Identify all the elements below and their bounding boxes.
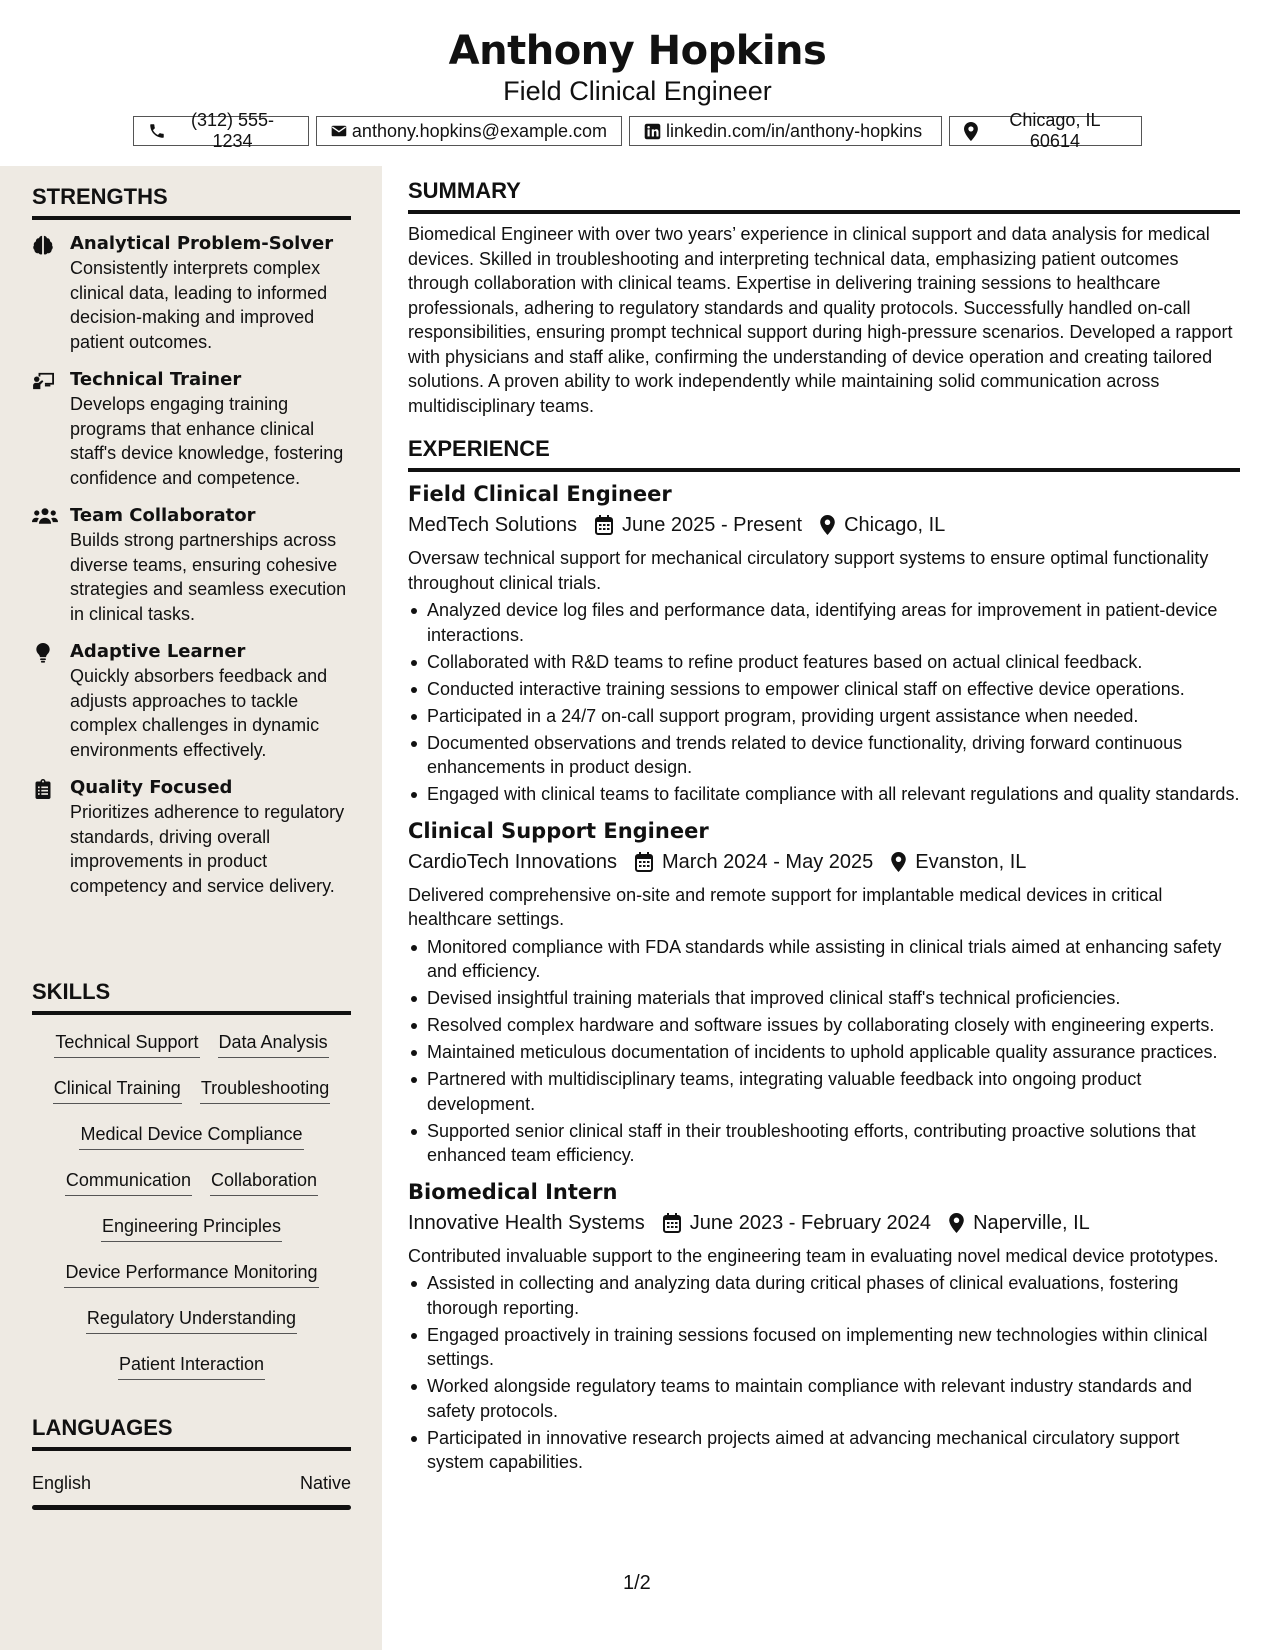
job-dates [663,1208,931,1238]
job-description: Oversaw technical support for mechanical circulatory support systems to ensure optimal functionality throughout clinical trials. [408,548,1209,593]
strength-title: Quality Focused [70,777,233,798]
contact-linkedin-text: linkedin.com/in/anthony-hopkins [666,120,923,141]
strength-item [32,232,351,354]
job-bullet: Resolved complex hardware and software issues by collaborating closely with engineering experts. [408,1013,1240,1038]
job-entry [408,480,1240,807]
skill-tag: Medical Device Compliance [79,1121,303,1150]
section-divider [32,1011,351,1015]
skill-tag: Collaboration [210,1167,318,1196]
job-entry [408,1178,1240,1475]
job-location [949,1208,1090,1238]
calendar-icon [595,515,613,535]
skill-tag: Regulatory Understanding [86,1305,297,1334]
calendar-icon [663,1213,681,1233]
job-dates-text: June 2025 - Present [621,514,803,536]
page-number: 1/2 [623,1572,651,1594]
chalkboard-teacher-icon [32,371,56,391]
job-bullet: Documented observations and trends related to device functionality, driving forward continuous enhancements in product design. [408,731,1240,780]
section-divider [32,216,351,220]
skills-list [32,1029,351,1397]
experience-section [408,436,1240,1475]
job-company [408,510,577,540]
strengths-title: STRENGTHS [32,184,168,209]
job-company-text: CardioTech Innovations [408,850,618,873]
language-level: Native [299,1473,351,1493]
clipboard-list-icon [35,779,51,799]
contact-bar [0,110,1275,151]
job-title: Field Clinical Engineer [408,482,672,506]
summary-text: Biomedical Engineer with over two years’ experience in clinical support and data analysis for medical devices. Skilled in troubleshooting and interpreting technical data, emphasizing patient outcomes through collaboration with clinical teams. Expertise in delivering training sessions to healthcare professionals, adhering to regulatory standards and quality protocols. Successfully handled on-call responsibilities, ensuring prompt technical support during high-pressure scenarios. Developed a rapport with physicians and staff alike, confirming the understanding of device operation and creating tailored solutions. A proven ability to work independently while maintaining solid communication across multidisciplinary teams. [408,224,1233,416]
skill-tag: Device Performance Monitoring [64,1259,318,1288]
job-bullets [408,598,1240,807]
job-location-text: Evanston, IL [915,850,1027,873]
job-bullet: Partnered with multidisciplinary teams, integrating valuable feedback into ongoing product development. [408,1067,1240,1116]
location-pin-icon [891,852,906,872]
contact-email[interactable] [316,116,622,146]
skill-tag: Technical Support [54,1029,199,1058]
contact-email-text: anthony.hopkins@example.com [351,120,607,141]
job-bullet: Analyzed device log files and performance data, identifying areas for improvement in patient-device interactions. [408,598,1240,647]
candidate-title: Field Clinical Engineer [503,76,772,106]
summary-section [408,178,1240,418]
languages-title: LANGUAGES [32,1415,173,1440]
job-bullet: Conducted interactive training sessions to empower clinical staff on effective device operations. [408,677,1240,702]
skill-tag: Patient Interaction [118,1351,265,1380]
language-name: English [32,1473,92,1493]
job-company [408,847,617,877]
location-pin-icon [820,515,835,535]
job-location [820,510,945,540]
job-dates-text: June 2023 - February 2024 [689,1211,932,1234]
skill-tag: Troubleshooting [200,1075,330,1104]
job-location-text: Naperville, IL [973,1211,1090,1234]
strength-desc: Develops engaging training programs that enhance clinical staff's device knowledge, fostering confidence and competence. [70,394,344,488]
lightbulb-icon [36,643,50,663]
calendar-icon [635,852,653,872]
sidebar [0,166,382,1650]
envelope-icon [331,123,347,139]
phone-icon [148,122,166,140]
skills-title: SKILLS [32,979,111,1004]
contact-linkedin[interactable] [629,116,942,146]
job-title: Biomedical Intern [408,1179,618,1204]
users-icon [32,507,58,525]
job-bullet: Collaborated with R&D teams to refine product features based on actual clinical feedback. [408,650,1240,675]
strength-desc: Quickly absorbers feedback and adjusts approaches to tackle complex challenges in dynamic environments effectively. [70,666,328,760]
strength-desc: Prioritizes adherence to regulatory standards, driving overall improvements in product competency and service delivery. [70,802,345,896]
job-meta [408,847,1240,877]
section-divider [32,1447,351,1451]
job-location-text: Chicago, IL [844,514,946,536]
job-bullets [408,1271,1240,1475]
strength-title: Adaptive Learner [70,641,246,662]
job-bullet: Participated in innovative research projects aimed at advancing mechanical circulatory support system capabilities. [408,1426,1240,1475]
strength-title: Team Collaborator [70,505,256,526]
strength-desc: Builds strong partnerships across diverse teams, ensuring cohesive strategies and seamless execution in clinical tasks. [70,530,347,624]
section-divider [408,468,1240,472]
strengths-section [32,184,351,898]
skill-tag: Clinical Training [53,1075,182,1104]
location-pin-icon [964,122,978,141]
job-bullets [408,935,1240,1168]
job-company-text: MedTech Solutions [408,514,577,536]
job-dates-text: March 2024 - May 2025 [662,850,874,873]
contact-location [949,110,1142,151]
job-dates [595,510,802,540]
job-bullet: Engaged proactively in training sessions focused on implementing new technologies within clinical settings. [408,1323,1240,1372]
skill-tag: Data Analysis [218,1029,329,1058]
resume-header [0,0,1275,151]
skill-tag: Communication [65,1167,192,1196]
job-bullet: Maintained meticulous documentation of incidents to uphold applicable quality assurance practices. [408,1040,1240,1065]
strength-item [32,504,351,626]
candidate-name: Anthony Hopkins [448,28,827,74]
job-bullet: Participated in a 24/7 on-call support program, providing urgent assistance when needed. [408,704,1240,729]
strength-title: Analytical Problem-Solver [70,233,334,254]
job-location [891,847,1026,877]
job-title: Clinical Support Engineer [408,818,709,843]
job-bullet: Assisted in collecting and analyzing data during critical phases of clinical evaluations, fostering thorough reporting. [408,1271,1240,1320]
main-content [408,178,1240,1477]
job-bullet: Devised insightful training materials that improved clinical staff's technical proficiencies. [408,986,1240,1011]
job-company-text: Innovative Health Systems [408,1211,645,1234]
contact-location-text: Chicago, IL 60614 [1009,110,1101,151]
contact-phone-text: (312) 555-1234 [190,110,275,151]
skills-section [32,979,351,1397]
strength-desc: Consistently interprets complex clinical data, leading to informed decision-making and improved patient outcomes. [70,258,328,352]
job-dates [635,847,873,877]
job-description: Contributed invaluable support to the engineering team in evaluating novel medical device prototypes. [408,1245,1219,1266]
strength-item [32,776,351,898]
job-bullet: Supported senior clinical staff in their troubleshooting efforts, contributing proactive solutions that enhanced team efficiency. [408,1119,1240,1168]
job-bullet: Engaged with clinical teams to facilitate compliance with all relevant regulations and quality standards. [408,782,1240,807]
strength-item [32,368,351,490]
summary-title: SUMMARY [408,178,521,203]
linkedin-icon [644,123,661,140]
strength-title: Technical Trainer [70,369,242,390]
job-meta [408,1208,1240,1238]
brain-icon [32,235,54,255]
job-bullet: Worked alongside regulatory teams to maintain compliance with relevant industry standards and safety protocols. [408,1374,1240,1423]
job-company [408,1208,645,1238]
job-meta [408,510,1240,540]
location-pin-icon [949,1213,964,1233]
job-bullet: Monitored compliance with FDA standards while assisting in clinical trials aimed at enhancing safety and efficiency. [408,935,1240,984]
language-row [32,1471,351,1495]
language-proficiency-bar [32,1505,351,1510]
languages-section [32,1415,351,1510]
strength-item [32,640,351,762]
job-description: Delivered comprehensive on-site and remote support for implantable medical devices in critical healthcare settings. [408,884,1163,929]
section-divider [408,210,1240,214]
experience-title: EXPERIENCE [408,436,550,461]
job-entry [408,817,1240,1168]
skill-tag: Engineering Principles [101,1213,282,1242]
contact-phone[interactable] [133,110,309,151]
